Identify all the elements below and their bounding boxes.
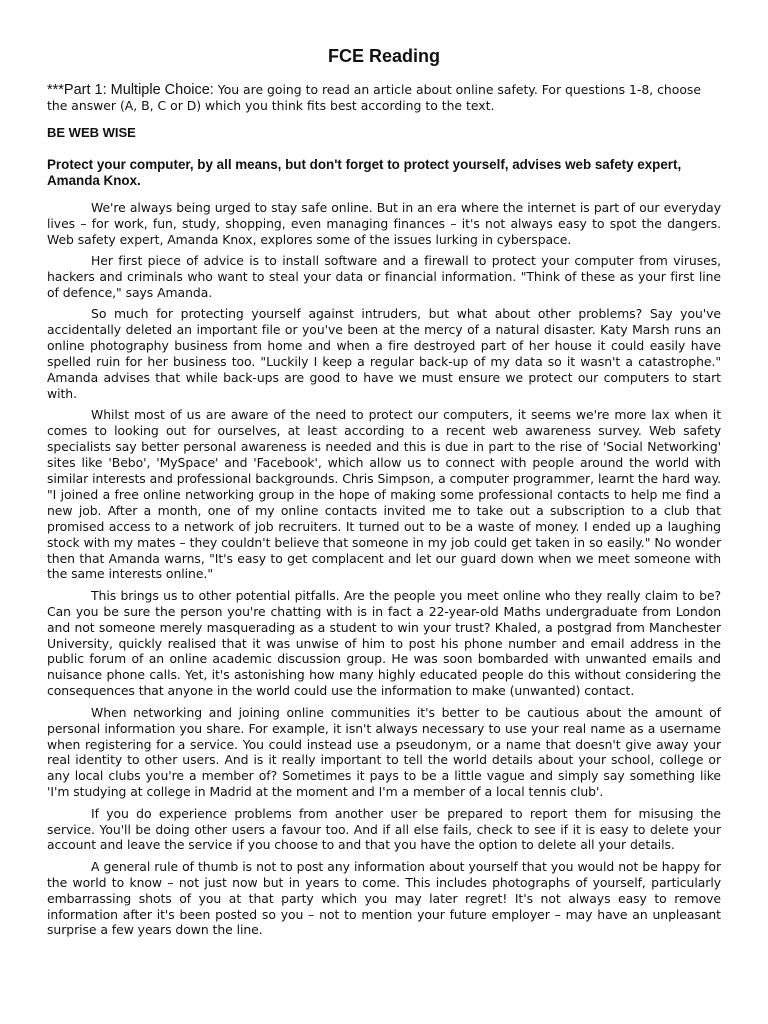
article-subtitle: Protect your computer, by all means, but don't forget to protect yourself, advises web safety expert, Amanda Knox.: [47, 157, 682, 188]
paragraph-7: If you do experience problems from another user be prepared to report them for misusing the service. You'll be doing other users a favour too. And if all else fails, check to see if it is easy to delete your account and leave the service if you choose to and that you have the option to delete all your details.: [47, 805, 721, 853]
paragraph-1: We're always being urged to stay safe online. But in an era where the internet is part of our everyday lives – for work, fun, study, shopping, even managing finances – it's not always easy to spot the dangers. Web safety expert, Amanda Knox, explores some of the issues lurking in cyberspace.: [47, 200, 721, 247]
paragraph-3: So much for protecting yourself against intruders, but what about other problems? Say you've accidentally deleted an important file or you've been at the mercy of a natural disaster. Katy Marsh runs an online photography business from home and when a fire destroyed part of her house it could easily have spelled ruin for her business too. "Luckily I keep a regular back-up of my data so it wasn't a catastrophe." Amanda advises that while back-ups are good to have we must ensure we protect our computers to start with.: [47, 306, 721, 401]
instructions-text: You are going to read an article about online safety. For questions 1-8, choose the answer (A, B, C or D) which you think fits best according to the text.: [47, 82, 701, 113]
instructions-label: ***Part 1: Multiple Choice:: [47, 82, 214, 98]
paragraph-2: Her first piece of advice is to install software and a firewall to protect your computer from viruses, hackers and criminals who want to steal your data or financial information. "Think of these as your first line of defence," says Amanda.: [47, 253, 721, 301]
document-page: [47, 44, 721, 944]
instructions: [47, 82, 721, 114]
paragraph-6: When networking and joining online communities it's better to be cautious about the amount of personal information you share. For example, it isn't always necessary to use your real name as a username when registering for a service. You could instead use a pseudonym, or a name that doesn't give away your real identity to other users. And is it really important to tell the world details about your school, college or any local clubs you're a member of? Sometimes it pays to be a little vague and simply say something like 'I'm studying at college in Madrid at the moment and I'm a member of a local tennis club'.: [47, 704, 721, 800]
paragraph-4: Whilst most of us are aware of the need to protect our computers, it seems we're more lax when it comes to looking out for ourselves, at least according to a recent web awareness survey. Web safety specialists say better personal awareness is needed and this is due in part to the rise of 'Social Networking' sites like 'Bebo', 'MySpace' and 'Facebook', which allow us to connect with people around the world with similar interests and professional backgrounds. Chris Simpson, a computer programmer, learnt the hard way. "I joined a free online networking group in the hope of making some professional contacts to help me find a new job. After a month, one of my online contacts invited me to take out a subscription to a club that promised access to a network of job recruiters. It turned out to be a waste of money. I ended up a laughing stock with my mates – they couldn't believe that someone in my job could get taken in so easily." No wonder then that Amanda warns, "It's easy to get complacent and let our guard down when we meet someone with the same interests online.": [47, 407, 721, 582]
page-title: FCE Reading: [327, 46, 440, 66]
paragraph-8: A general rule of thumb is not to post any information about yourself that you would not be happy for the world to know – not just now but in years to come. This includes photographs of yourself, particularly embarrassing shots of you at that party which you may later regret! It's not always easy to remove information after it's been posted so you – not to mention your future employer – may have an unpleasant surprise a few years down the line.: [47, 858, 721, 938]
paragraph-5: This brings us to other potential pitfalls. Are the people you meet online who they really claim to be? Can you be sure the person you're chatting with is in fact a 22-year-old Maths undergraduate from London and not someone merely masquerading as a student to win your trust? Khaled, a postgrad from Manchester University, quickly realised that it was unwise of him to post his phone number and email address in the public forum of an online academic discussion group. He was soon bombarded with unwanted emails and nuisance phone calls. Yet, it's astonishing how many highly educated people do this without considering the consequences that anyone in the world could use the information to make (unwanted) contact.: [47, 587, 721, 699]
article-title: BE WEB WISE: [47, 125, 136, 140]
